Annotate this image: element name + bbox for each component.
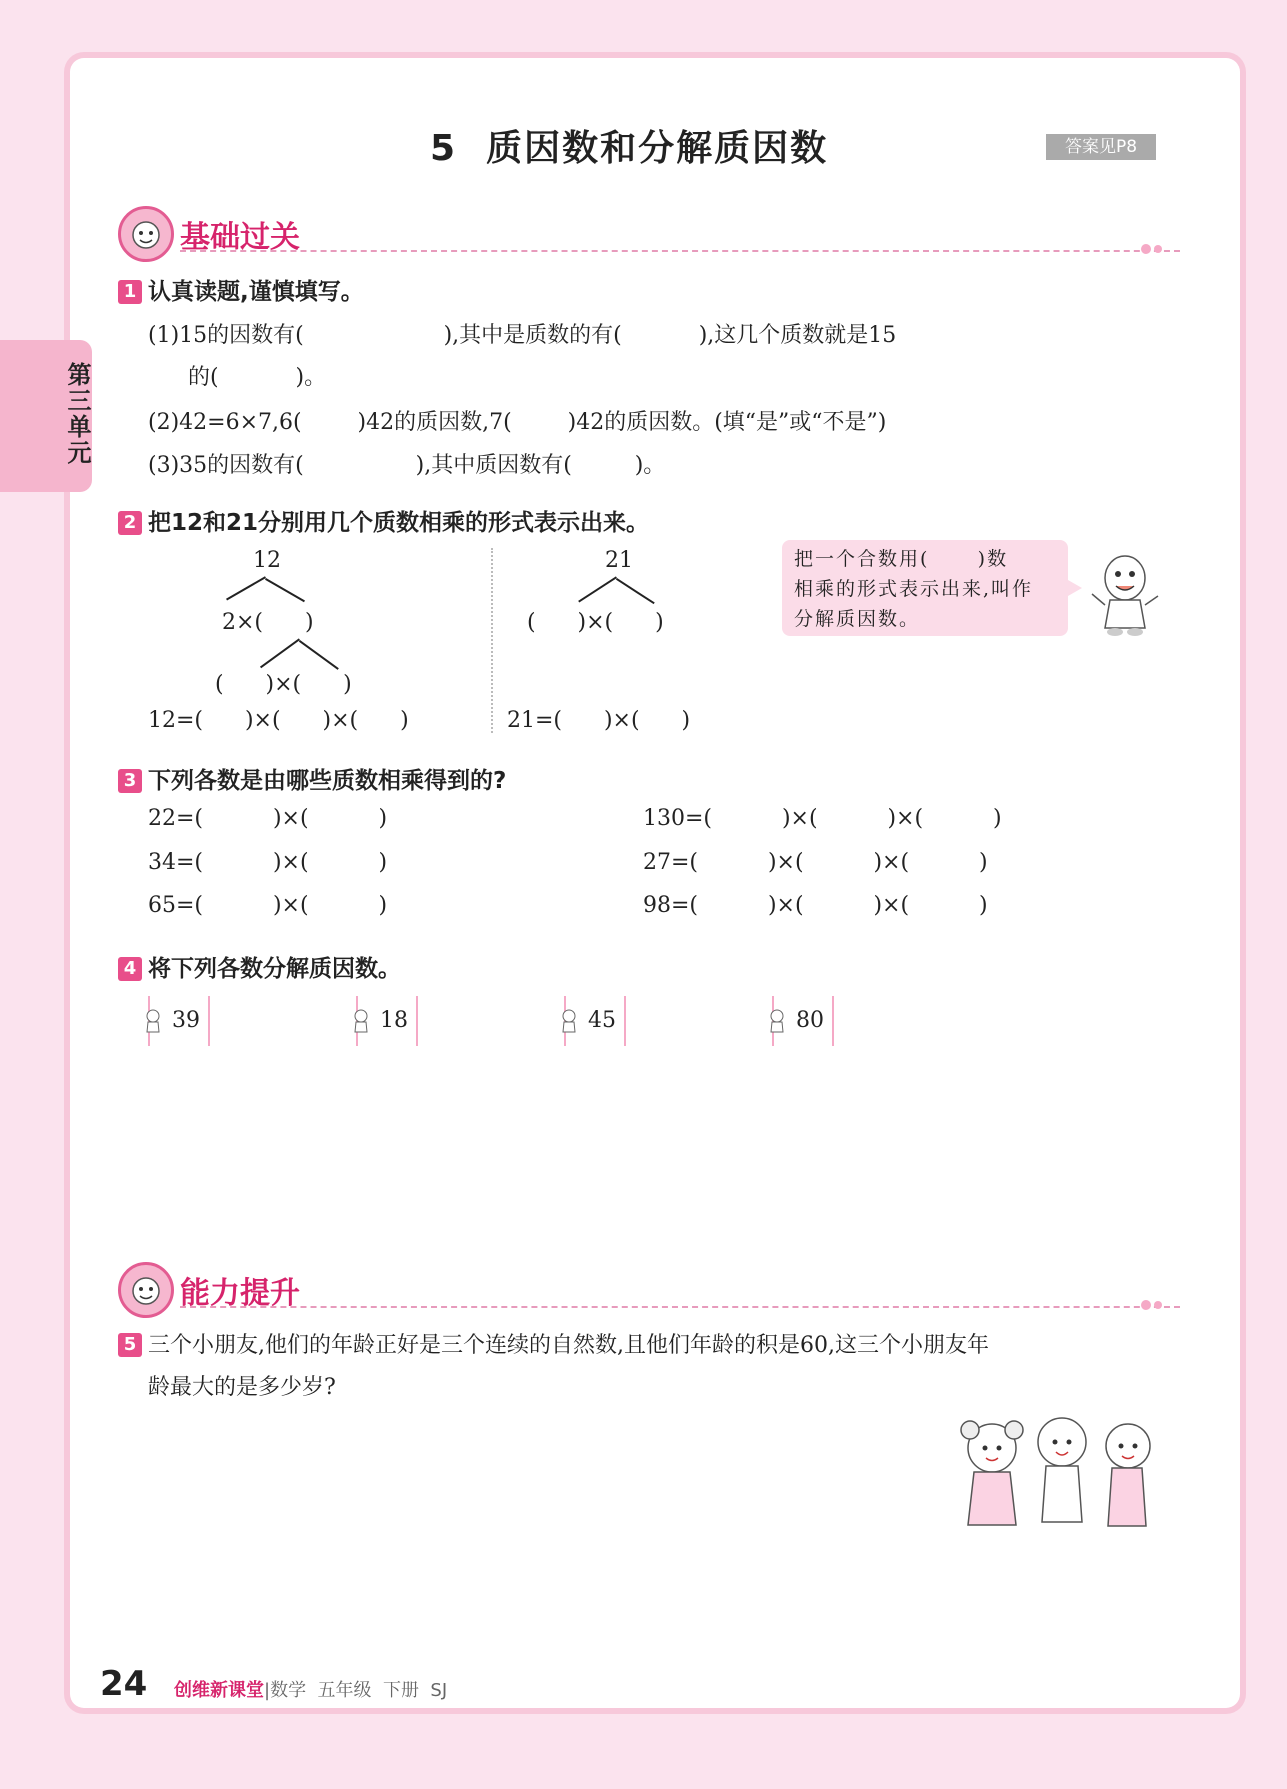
tree12-root: 12 — [253, 548, 281, 573]
hint-bubble — [782, 540, 1068, 636]
factor-number: 45 — [564, 996, 626, 1046]
tree-divider — [491, 548, 493, 733]
factor-card-39 — [148, 996, 210, 1046]
factor-number: 18 — [356, 996, 418, 1046]
tree12-result: 12=( )×( )×( ) — [148, 708, 409, 733]
question-number-badge: 4 — [118, 957, 142, 981]
unit-tab — [0, 340, 92, 492]
hint-line-2: 相乘的形式表示出来,叫作 — [794, 578, 1034, 600]
page-number: 24 — [100, 1664, 148, 1704]
question-4-title: 将下列各数分解质因数。 — [148, 956, 401, 982]
q3-item-130: 130=( )×( )×( ) — [643, 806, 1002, 831]
q1-line-1: (1)15的因数有( ),其中是质数的有( ),这几个质数就是15 — [148, 323, 897, 348]
hint-line-1: 把一个合数用( )数 — [794, 548, 1009, 570]
q3-item-65: 65=( )×( ) — [148, 893, 388, 918]
q3-item-22: 22=( )×( ) — [148, 806, 388, 831]
section-divider — [180, 1306, 1180, 1308]
section-header-basic — [118, 206, 1158, 256]
q5-line-2: 龄最大的是多少岁? — [148, 1375, 336, 1400]
question-4-heading — [118, 950, 401, 983]
factor-card-18 — [356, 996, 418, 1046]
footer-brand: 创维新课堂 — [174, 1680, 264, 1701]
q3-item-98: 98=( )×( )×( ) — [643, 893, 988, 918]
question-number-badge: 3 — [118, 769, 142, 793]
factor-card-80 — [772, 996, 834, 1046]
tree12-level2: ( )×( ) — [215, 672, 352, 697]
q1-line-3: (3)35的因数有( ),其中质因数有( )。 — [148, 453, 666, 478]
tree12-level1: 2×( ) — [222, 610, 314, 635]
mascot-badge-icon — [118, 206, 174, 262]
factor-number: 39 — [148, 996, 210, 1046]
page-title: 5 质因数和分解质因数 — [430, 128, 829, 169]
section-header-advanced — [118, 1262, 1158, 1312]
mascot-badge-icon — [118, 1262, 174, 1318]
question-5 — [118, 1328, 989, 1359]
question-number-badge: 5 — [118, 1333, 142, 1357]
three-children-illustration-icon — [950, 1410, 1160, 1540]
question-number-badge: 1 — [118, 280, 142, 304]
mini-mascot-icon — [144, 1008, 162, 1034]
decor-dots-icon — [1140, 242, 1166, 256]
factor-number: 80 — [772, 996, 834, 1046]
decor-dots-icon — [1140, 1298, 1166, 1312]
tree21-root: 21 — [605, 548, 633, 573]
footer-info — [174, 1676, 447, 1702]
section-title-basic: 基础过关 — [180, 220, 300, 255]
tree21-level1: ( )×( ) — [527, 610, 664, 635]
hint-line-3: 分解质因数。 — [794, 608, 921, 630]
tree21-result: 21=( )×( ) — [507, 708, 691, 733]
q3-item-34: 34=( )×( ) — [148, 850, 388, 875]
mini-mascot-icon — [768, 1008, 786, 1034]
section-title-advanced: 能力提升 — [180, 1276, 300, 1311]
answer-reference-tag: 答案见P8 — [1046, 134, 1156, 160]
q1-line-1b: 的( )。 — [188, 365, 327, 390]
question-1-title: 认真读题,谨慎填写。 — [148, 279, 364, 305]
question-number-badge: 2 — [118, 511, 142, 535]
q3-item-27: 27=( )×( )×( ) — [643, 850, 988, 875]
mascot-character-icon — [1090, 550, 1160, 640]
question-3-title: 下列各数是由哪些质数相乘得到的? — [148, 768, 507, 794]
q1-line-2: (2)42=6×7,6( )42的质因数,7( )42的质因数。(填“是”或“不是”) — [148, 410, 887, 435]
unit-tab-label: 第三单元 — [63, 362, 91, 466]
question-3-heading — [118, 762, 506, 795]
footer-details: |数学 五年级 下册 SJ — [264, 1680, 448, 1701]
mini-mascot-icon — [560, 1008, 578, 1034]
question-2-title: 把12和21分别用几个质数相乘的形式表示出来。 — [148, 510, 650, 536]
q5-line-1: 三个小朋友,他们的年龄正好是三个连续的自然数,且他们年龄的积是60,这三个小朋友年 — [148, 1333, 989, 1358]
mini-mascot-icon — [352, 1008, 370, 1034]
section-divider — [180, 250, 1180, 252]
question-1-heading — [118, 273, 364, 306]
question-2-heading — [118, 504, 649, 537]
factor-card-45 — [564, 996, 626, 1046]
